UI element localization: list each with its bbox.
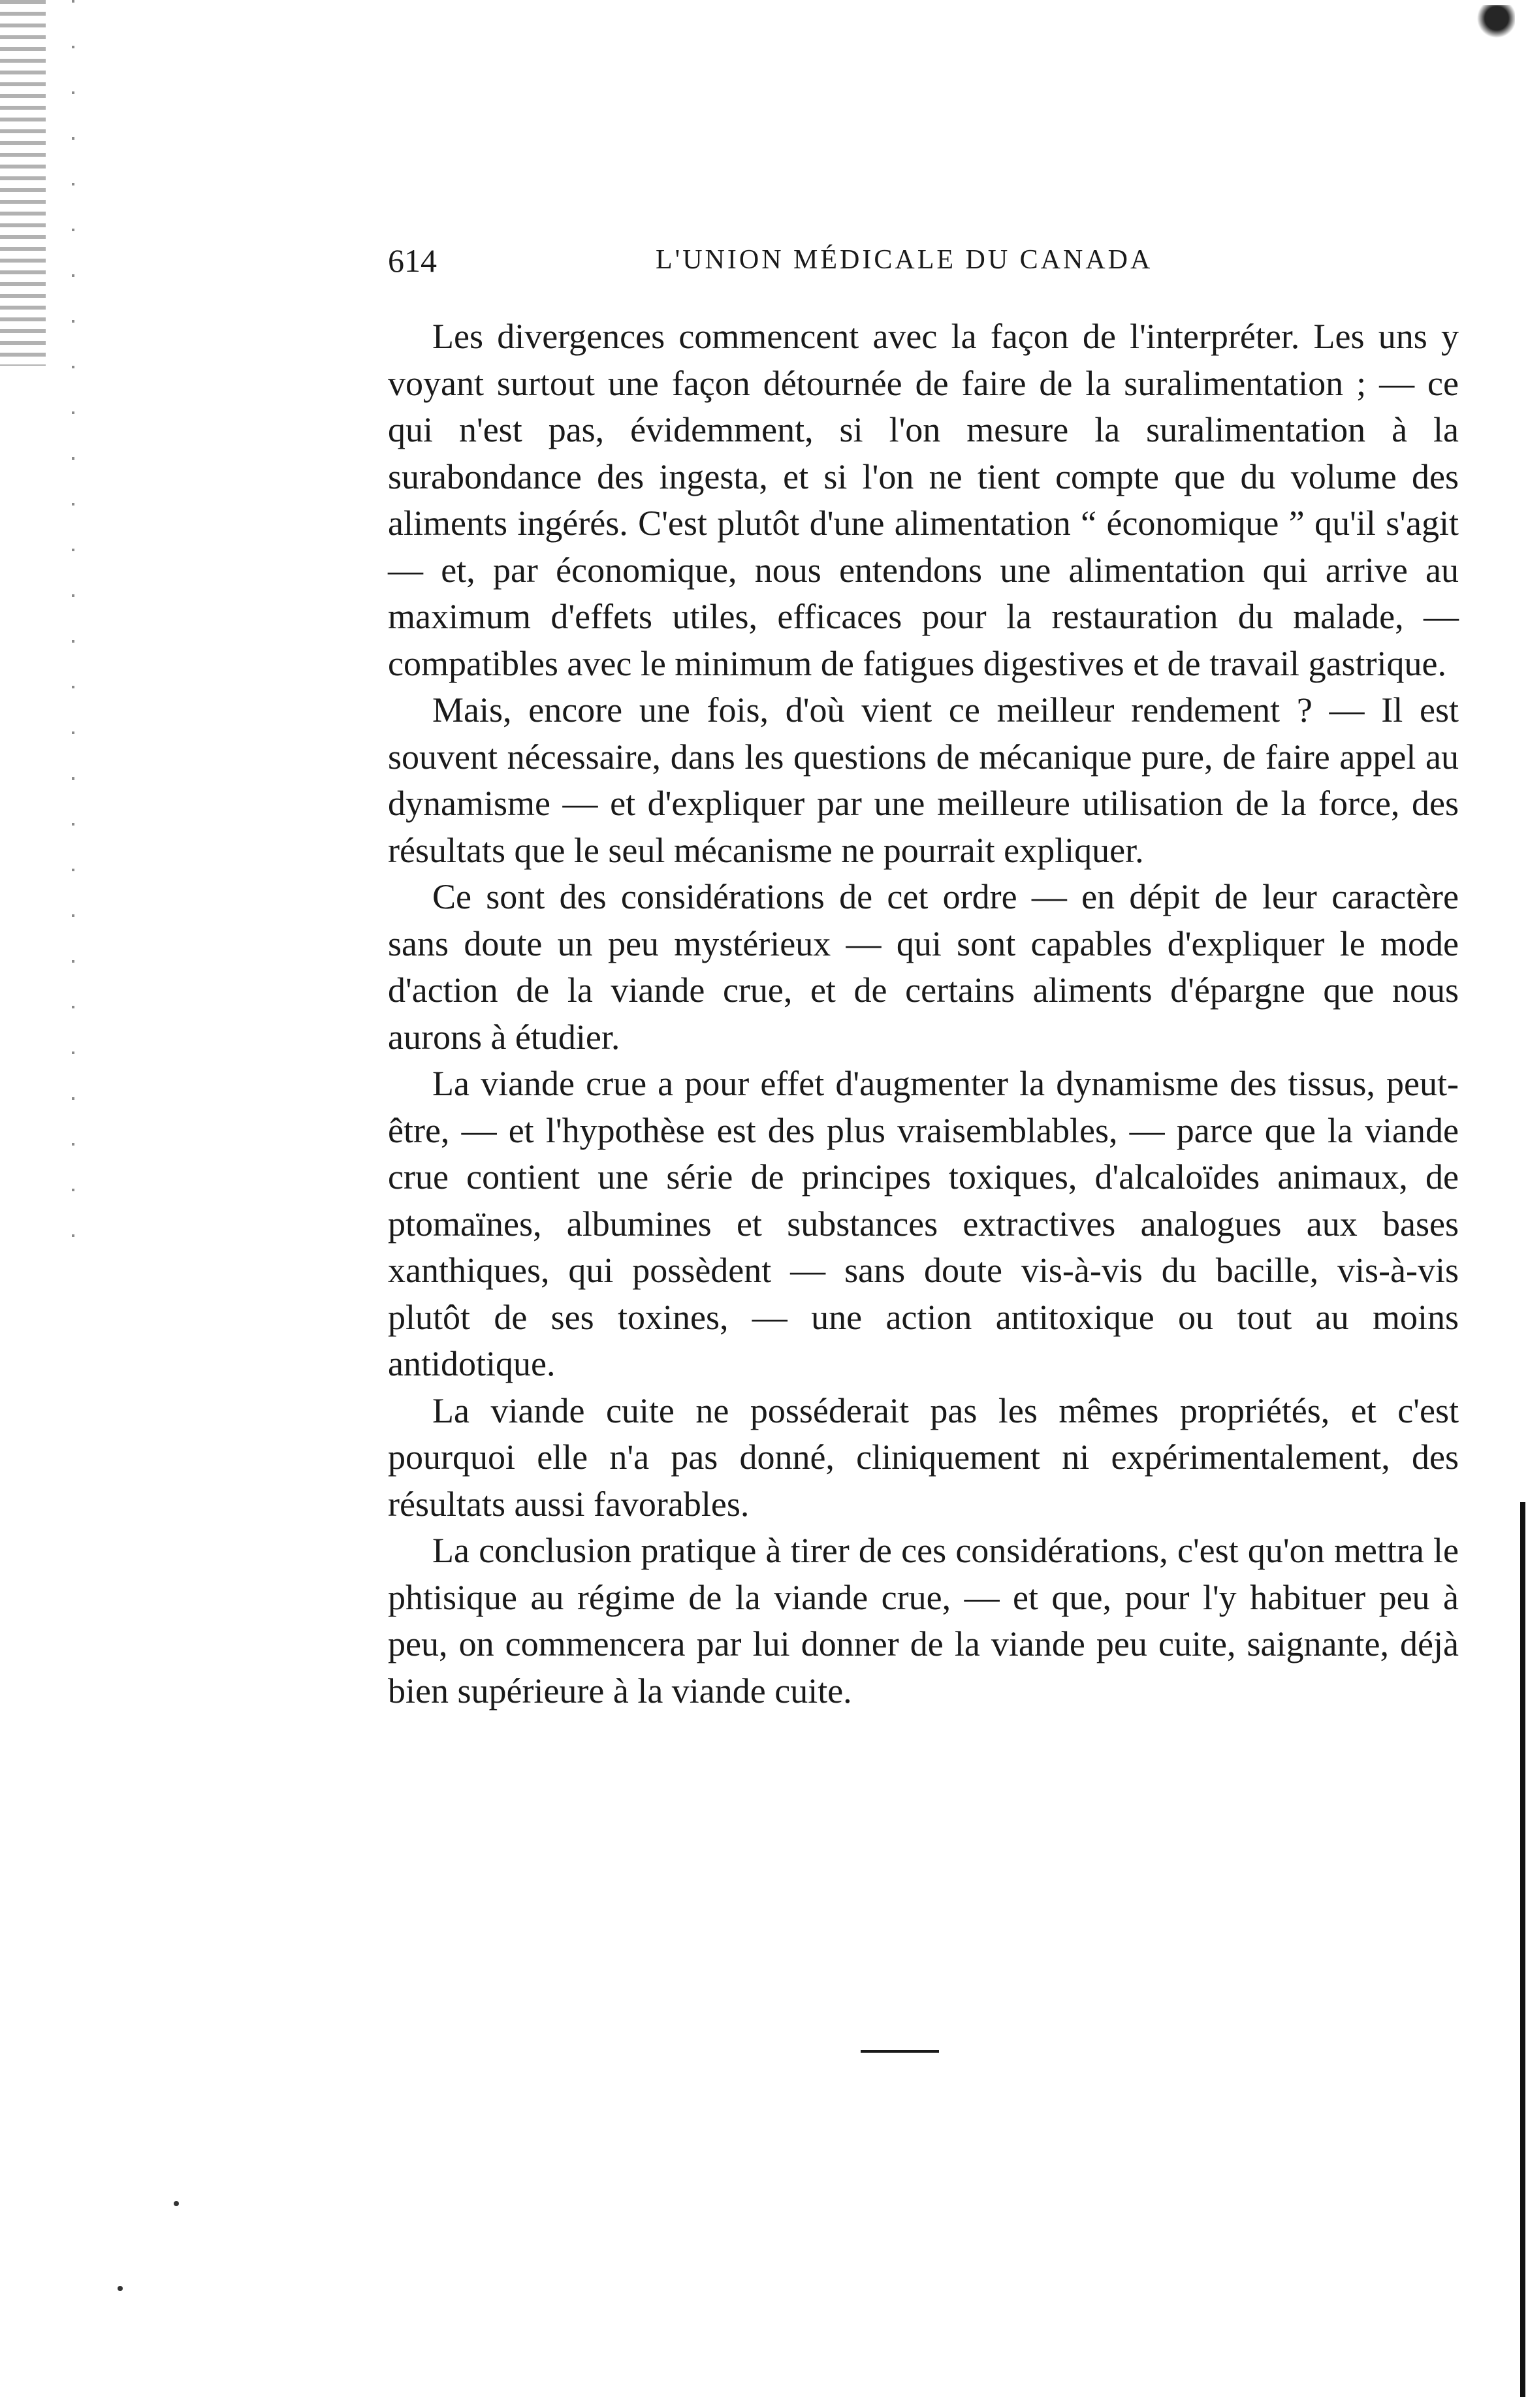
book-page [388, 235, 1459, 1714]
scan-artifact-dot [118, 2286, 123, 2291]
scan-artifact-dotted-line [72, 0, 74, 1241]
paragraph: La viande cuite ne posséderait pas les mêmes propriétés, et c'est pourquoi elle n'a pas donné, cliniquement ni expérimentalement, des résultats aussi favorables. [388, 1390, 1459, 1524]
scan-artifact-corner-mark [1469, 5, 1515, 38]
scan-artifact-right-edge [1520, 1502, 1525, 2397]
paragraph: Ce sont des considérations de cet ordre — en dépit de leur caractère sans doute un peu mystérieux — qui sont capables d'expliquer le mode d'action de la viande crue, et de certains aliments d'épargne que nous aurons à étudier. [388, 877, 1459, 1057]
journal-title: L'UNION MÉDICALE DU CANADA [656, 245, 1153, 275]
paragraph: La conclusion pratique à tirer de ces considérations, c'est qu'on mettra le phtisique au régime de la viande crue, — et que, pour l'y habituer peu à peu, on commencera par lui donner de la viande peu cuite, saignante, déjà bien supérieure à la viande cuite. [388, 1531, 1459, 1710]
scan-artifact-left-edge [0, 0, 46, 366]
paragraph: Les divergences commencent avec la façon de l'interpréter. Les uns y voyant surtout une façon détournée de faire de la suralimentation ; — ce qui n'est pas, évidemment, si l'on mesure la suralimentation à la surabondance des ingesta, et si l'on ne tient compte que du volume des aliments ingérés. C'est plutôt d'une alimentation “ économique ” qu'il s'agit — et, par économique, nous entendons une alimentation qui arrive au maximum d'effets utiles, efficaces pour la restauration du malade, — compatibles avec le minimum de fatigues digestives et de travail gastrique. [388, 317, 1459, 683]
paragraph: La viande crue a pour effet d'augmenter la dynamisme des tissus, peut-être, — et l'hypothèse est des plus vraisemblables, — parce que la viande crue contient une série de principes toxiques, d'alcaloïdes animaux, de ptomaïnes, albumines et substances extractives analogues aux bases xanthiques, qui possèdent — sans doute vis-à-vis du bacille, vis-à-vis plutôt de ses toxines, — une action antitoxique ou tout au moins antidotique. [388, 1064, 1459, 1383]
scan-artifact-dot [174, 2201, 179, 2206]
section-end-rule [861, 2050, 939, 2053]
page-number: 614 [388, 242, 437, 279]
running-head [388, 235, 1459, 287]
body-text [388, 313, 1459, 1714]
paragraph: Mais, encore une fois, d'où vient ce meilleur rendement ? — Il est souvent nécessaire, dans les questions de mécanique pure, de faire appel au dynamisme — et d'expliquer par une meilleure utilisation de la force, des résultats que le seul mécanisme ne pourrait expliquer. [388, 690, 1459, 870]
